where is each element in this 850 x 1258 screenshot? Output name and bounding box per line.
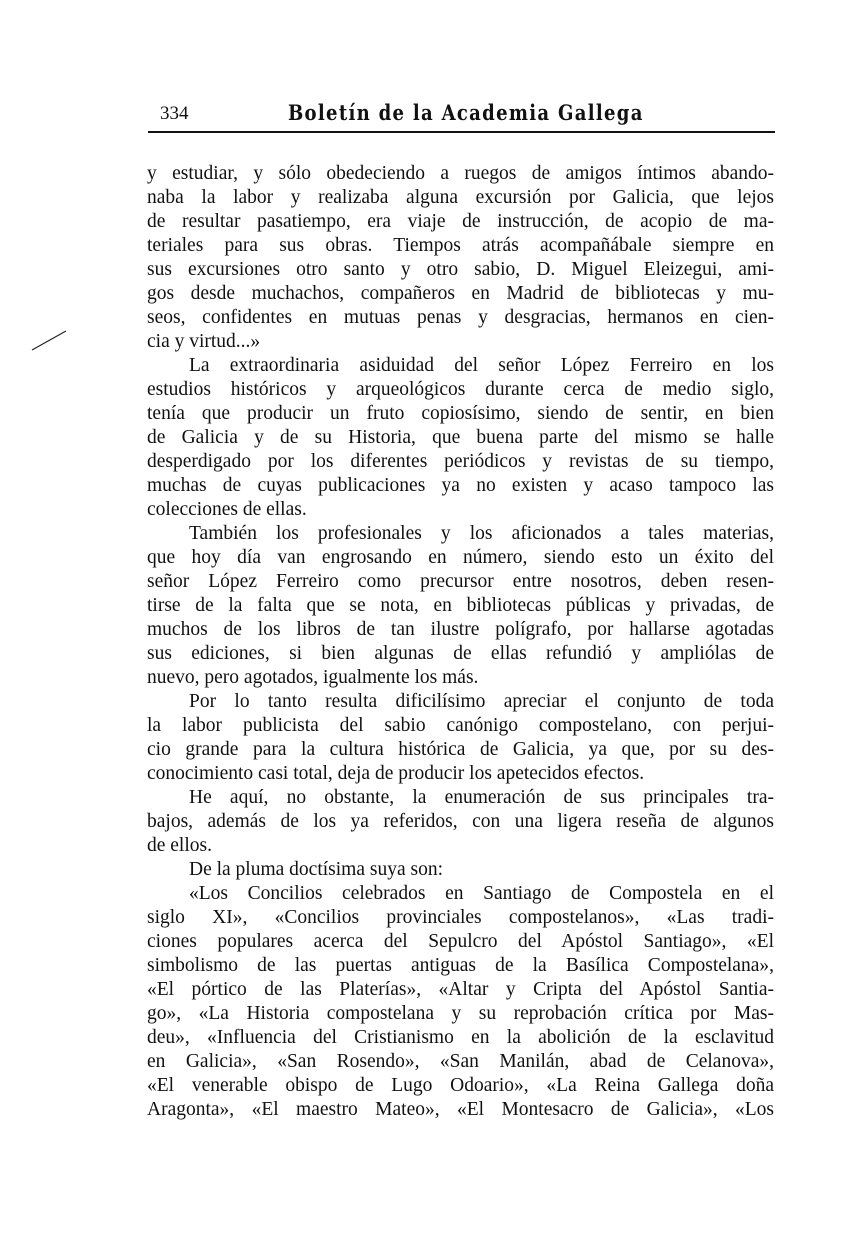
paragraph (147, 858, 774, 882)
text-line: sus ediciones, si bien algunas de ellas refundió y ampliólas de (147, 643, 774, 664)
text-line: señor López Ferreiro como precursor entre nosotros, deben resen- (147, 571, 774, 592)
text-line: naba la labor y realizaba alguna excursión por Galicia, que lejos (147, 187, 774, 208)
text-line: cio grande para la cultura histórica de Galicia, ya que, por su des- (147, 739, 774, 760)
text-line: La extraordinaria asiduidad del señor López Ferreiro en los (189, 355, 774, 376)
text-line: simbolismo de las puertas antiguas de la Basílica Compostelana», (147, 955, 774, 976)
text-line: colecciones de ellas. (147, 499, 307, 520)
text-line: muchos de los libros de tan ilustre polígrafo, por hallarse agotadas (147, 619, 774, 640)
text-line: Aragonta», «El maestro Mateo», «El Montesacro de Galicia», «Los (147, 1099, 774, 1120)
text-line: «Los Concilios celebrados en Santiago de Compostela en el (189, 883, 774, 904)
paragraph (147, 882, 774, 1122)
text-line: cia y virtud...» (147, 331, 261, 352)
paragraph (147, 522, 774, 690)
text-line: bajos, además de los ya referidos, con una ligera reseña de algunos (147, 811, 774, 832)
body-text (147, 162, 774, 1122)
text-line: que hoy día van engrosando en número, siendo esto un éxito del (147, 547, 774, 568)
page-header (148, 100, 775, 132)
text-line: conocimiento casi total, deja de producir los apetecidos efectos. (147, 763, 645, 784)
text-line: He aquí, no obstante, la enumeración de sus principales tra- (189, 787, 774, 808)
text-line: «El pórtico de las Platerías», «Altar y Cripta del Apóstol Santia- (147, 979, 774, 1000)
text-line: go», «La Historia compostelana y su reprobación crítica por Mas- (147, 1003, 774, 1024)
page-number: 334 (160, 103, 189, 124)
paragraph (147, 162, 774, 354)
text-line: deu», «Influencia del Cristianismo en la abolición de la esclavitud (147, 1027, 774, 1048)
text-line: nuevo, pero agotados, igualmente los más. (147, 667, 479, 688)
text-line: También los profesionales y los aficionados a tales materias, (189, 523, 774, 544)
text-line: de resultar pasatiempo, era viaje de instrucción, de acopio de ma- (147, 211, 774, 232)
text-line: sus excursiones otro santo y otro sabio, D. Miguel Eleizegui, ami- (147, 259, 774, 280)
text-line: gos desde muchachos, compañeros en Madrid de bibliotecas y mu- (147, 283, 774, 304)
text-line: teriales para sus obras. Tiempos atrás acompañábale siempre en (147, 235, 774, 256)
paragraph (147, 354, 774, 522)
text-line: Por lo tanto resulta dificilísimo apreciar el conjunto de toda (189, 691, 774, 712)
text-line: muchas de cuyas publicaciones ya no existen y acaso tampoco las (147, 475, 774, 496)
text-line: y estudiar, y sólo obedeciendo a ruegos de amigos íntimos abando- (147, 163, 774, 184)
text-line: en Galicia», «San Rosendo», «San Manilán, abad de Celanova», (147, 1051, 774, 1072)
paragraph (147, 786, 774, 858)
text-line: seos, confidentes en mutuas penas y desgracias, hermanos en cien- (147, 307, 774, 328)
text-line: estudios históricos y arqueológicos durante cerca de medio siglo, (147, 379, 774, 400)
text-line: de ellos. (147, 835, 212, 856)
text-line: tenía que producir un fruto copiosísimo, siendo de sentir, en bien (147, 403, 774, 424)
text-line: De la pluma doctísima suya son: (189, 859, 443, 880)
text-line: tirse de la falta que se nota, en bibliotecas públicas y privadas, de (147, 595, 774, 616)
running-title: Boletín de la Academia Gallega (288, 100, 644, 125)
text-line: siglo XI», «Concilios provinciales compostelanos», «Las tradi- (147, 907, 774, 928)
text-line: ciones populares acerca del Sepulcro del Apóstol Santiago», «El (147, 931, 774, 952)
paragraph (147, 690, 774, 786)
text-line: desperdigado por los diferentes periódicos y revistas de su tiempo, (147, 451, 774, 472)
margin-mark (30, 328, 70, 353)
text-line: la labor publicista del sabio canónigo compostelano, con perjui- (147, 715, 774, 736)
text-line: de Galicia y de su Historia, que buena parte del mismo se halle (147, 427, 774, 448)
text-line: «El venerable obispo de Lugo Odoario», «La Reina Gallega doña (147, 1075, 774, 1096)
header-rule (148, 131, 775, 133)
